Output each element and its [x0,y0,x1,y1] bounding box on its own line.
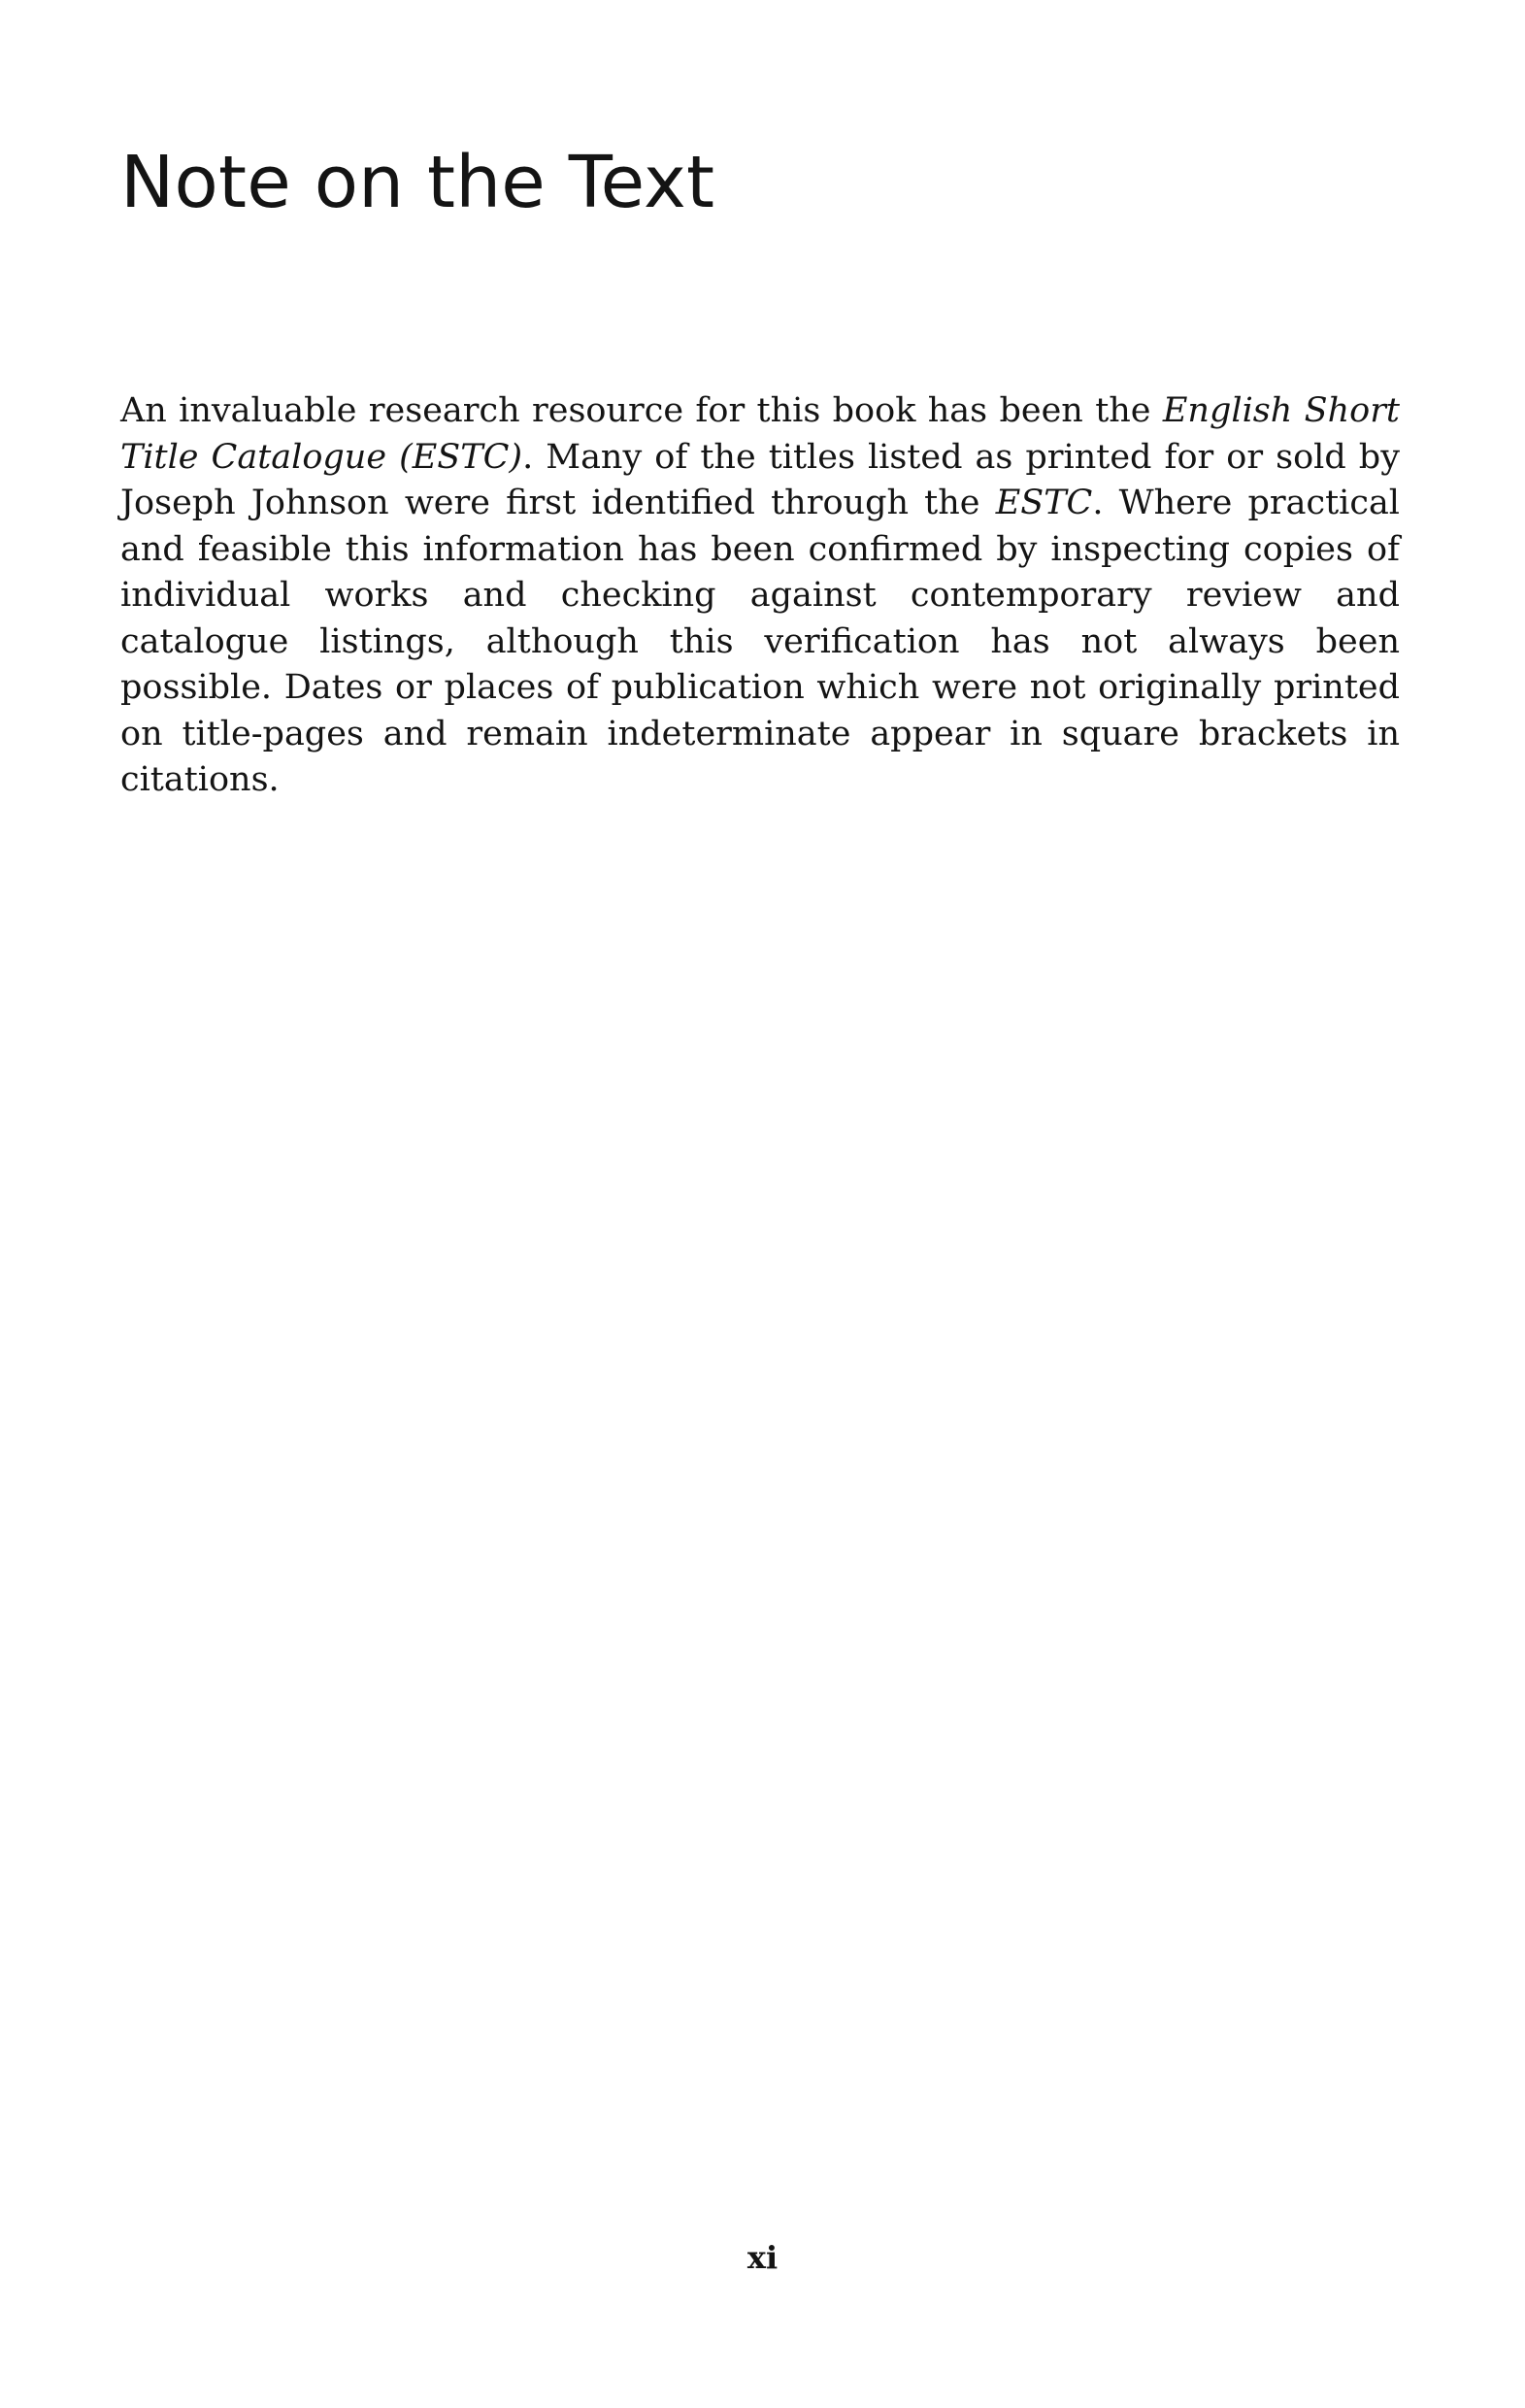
text-segment: An invaluable research resource for this book has been the [120,391,1163,430]
italic-title-segment: English Short Title Catalogue (ESTC) [120,391,1400,477]
italic-abbreviation-segment: ESTC [995,484,1093,522]
page-number: xi [746,2239,779,2276]
text-segment: . Where practical and feasible this information has been confirmed by inspecting copies of individual works and checking against contemporary review and catalogue listings, although this verification has not always been possible. Dates or places of publication which were not originally printed on title-pages and remain indeterminate appear in square brackets in citations. [120,484,1401,799]
body-paragraph [120,388,1400,804]
chapter-title: Note on the Text [120,141,715,224]
text-segment: . Many of the titles listed as printed for or sold by Joseph Johnson were first identified through the [120,437,1400,522]
